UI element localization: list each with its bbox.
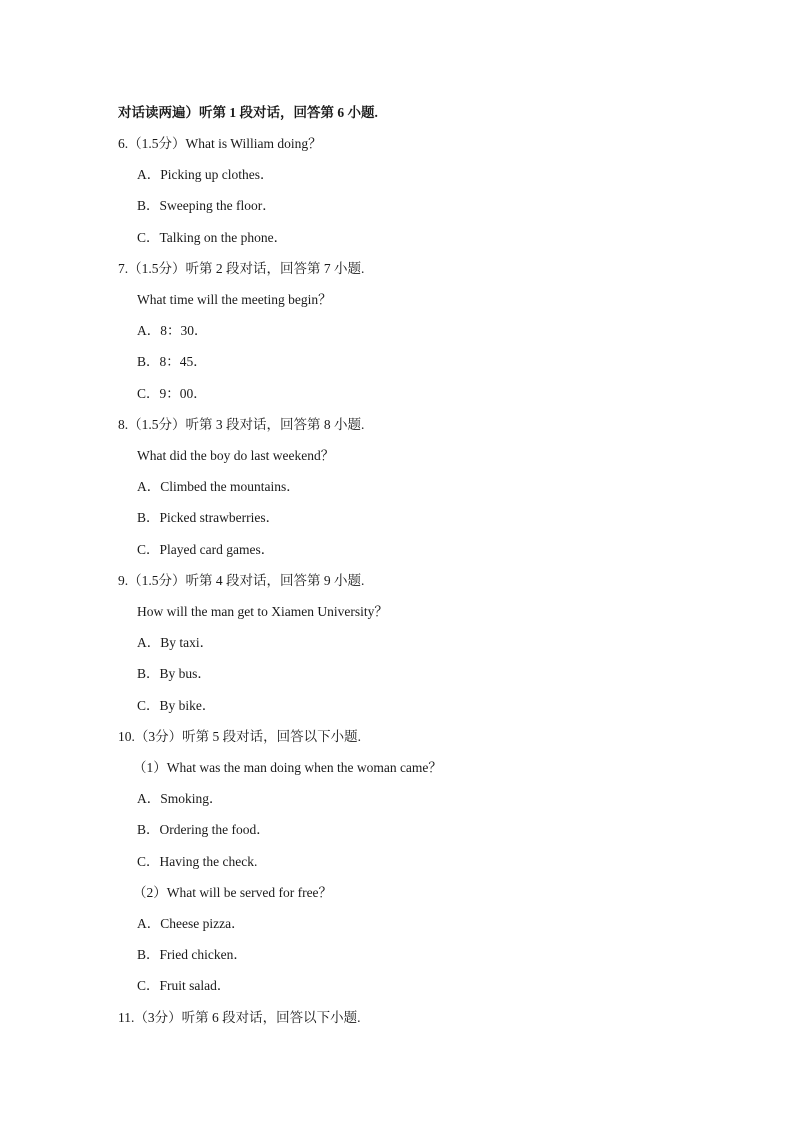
question-9-option-a: A．By taxi． — [137, 635, 214, 650]
question-8-option-a: A．Climbed the mountains． — [137, 479, 300, 494]
question-9-stem: How will the man get to Xiamen University？ — [137, 604, 388, 619]
question-10-sub-1-option-b: B．Ordering the food． — [137, 822, 270, 837]
question-7-option-b: B．8：45． — [137, 354, 207, 369]
question-10-sub-1-option-c: C．Having the check. — [137, 854, 258, 869]
question-8-option-b: B．Picked strawberries． — [137, 510, 280, 525]
question-9-option-c: C．By bike． — [137, 698, 216, 713]
question-8-option-c: C．Played card games． — [137, 542, 275, 557]
question-10-heading: 10.（3分）听第 5 段对话，回答以下小题. — [118, 729, 361, 744]
question-10-sub-2-option-a: A．Cheese pizza． — [137, 916, 245, 931]
question-10-sub-2-stem: （2）What will be served for free？ — [133, 885, 333, 900]
question-8-heading: 8.（1.5分）听第 3 段对话，回答第 8 小题. — [118, 417, 365, 432]
question-7-stem: What time will the meeting begin？ — [137, 292, 332, 307]
question-8-stem: What did the boy do last weekend？ — [137, 448, 335, 463]
question-9-option-b: B．By bus． — [137, 666, 211, 681]
question-6-stem: 6.（1.5分）What is William doing？ — [118, 136, 322, 151]
question-6-option-c: C．Talking on the phone． — [137, 230, 288, 245]
question-10-sub-1-stem: （1）What was the man doing when the woman came？ — [133, 760, 442, 775]
question-7-option-c: C．9：00． — [137, 386, 207, 401]
question-7-option-a: A．8：30． — [137, 323, 208, 338]
section-instruction: 对话读两遍）听第 1 段对话，回答第 6 小题. — [118, 105, 378, 120]
question-7-heading: 7.（1.5分）听第 2 段对话，回答第 7 小题. — [118, 261, 365, 276]
question-9-heading: 9.（1.5分）听第 4 段对话，回答第 9 小题. — [118, 573, 365, 588]
question-10-sub-2-option-c: C．Fruit salad． — [137, 978, 231, 993]
question-6-option-a: A．Picking up clothes． — [137, 167, 274, 182]
question-11-heading: 11.（3分）听第 6 段对话，回答以下小题. — [118, 1010, 361, 1025]
question-6-option-b: B．Sweeping the floor． — [137, 198, 276, 213]
question-10-sub-1-option-a: A．Smoking． — [137, 791, 223, 806]
question-10-sub-2-option-b: B．Fried chicken． — [137, 947, 247, 962]
